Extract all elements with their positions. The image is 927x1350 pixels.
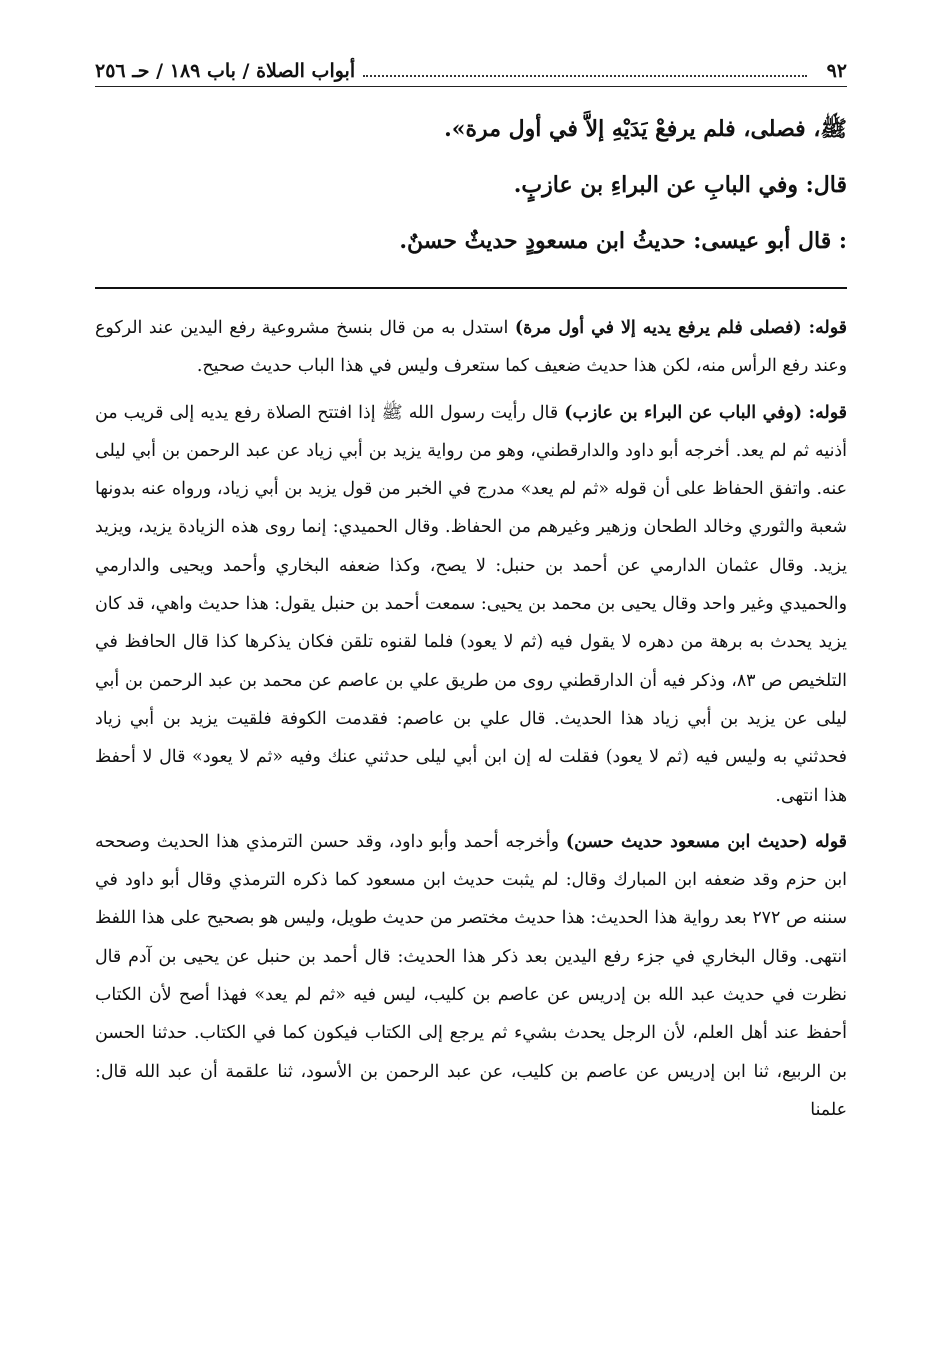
running-title: أبواب الصلاة / باب ١٨٩ / حـ ٢٥٦ [95,60,356,82]
separator-rule [95,287,847,289]
commentary-paragraph [95,823,847,1129]
running-header [95,60,847,87]
hadith-line: قال: وفي البابِ عن البراءِ بن عازبٍ. [513,172,847,198]
commentary-lead: قوله (حديث ابن مسعود حديث حسن) [565,831,847,852]
commentary-body: استدل به من قال بنسخ مشروعية رفع اليدين عند الركوع وعند رفع الرأس منه، لكن هذا حديث ضعيف كما ستعرف وليس في هذا الباب حديث صحيح. [95,318,847,377]
commentary-lead: قوله: (فصلى فلم يرفع يديه إلا في أول مرة) [514,318,847,338]
hadith-line: : قال أبو عيسى: حديثُ ابن مسعودٍ حديثٌ حسنٌ. [399,228,847,254]
commentary-lead: قوله: (وفي الباب عن البراء بن عازب) [564,402,847,423]
commentary-paragraph [95,394,847,815]
page-number: ٩٢ [826,60,847,82]
commentary-body: قال رأيت رسول الله ﷺ إذا افتتح الصلاة رفع يديه إلى قريب من أذنيه ثم لم يعد. أخرجه أبو داود والدارقطني، وهو من رواية يزيد بن أبي زياد عن عبد الرحمن بن أبي ليلى عنه. واتفق الحفاظ على أن قوله «ثم لم يعد» مدرج في الخبر من قول يزيد بن أبي زياد، ورواه عنه بدونها شعبة والثوري وخالد الطحان وزهير وغيرهم من الحفاظ. وقال الحميدي: إنما روى هذه الزيادة يزيد، ويزيد يزيد. وقال عثمان الدارمي عن أحمد بن حنبل: لا يصح، وكذا ضعفه البخاري وأحمد ويحيى والدارمي والحميدي وغير واحد وقال يحيى بن محمد بن يحيى: سمعت أحمد بن حنبل يقول: هذا حديث واهي، قد كان يزيد يحدث به برهة من دهره لا يقول فيه (ثم لا يعود) فلما لقنوه تلقن فكان يذكرها كذا قال الحافظ في التلخيص ص ٨٣، وذكر فيه أن الدارقطني روى من طريق علي بن عاصم عن محمد بن عبد الرحمن بن أبي ليلى عن يزيد بن أبي زياد هذا الحديث. قال علي بن عاصم: فقدمت الكوفة فلقيت يزيد بن أبي زياد فحدثني به وليس فيه (ثم لا يعود) فقلت له إن ابن أبي ليلى حدثني عنك وفيه «ثم لا يعود» قال لا أحفظ هذا انتهى. [95,402,847,806]
commentary-paragraph [95,309,847,386]
hadith-line: ﷺ، فصلى، فلم يرفعْ يَدَيْهِ إلاَّ في أول مرة». [444,116,847,142]
commentary [95,309,847,1129]
leader-dots [363,75,806,77]
commentary-body: وأخرجه أحمد وأبو داود، وقد حسن الترمذي هذا الحديث وصححه ابن حزم وقد ضعفه ابن المبارك وقال: لم يثبت حديث ابن مسعود كما ذكره الترمذي وقال أبو داود في سننه ص ٢٧٢ بعد رواية هذا الحديث: هذا حديث مختصر من حديث طويل، وليس هو بصحيح على هذا اللفظ انتهى. وقال البخاري في جزء رفع اليدين بعد ذكر هذا الحديث: قال أحمد بن حنبل عن يحيى بن آدم قال نظرت في حديث عبد الله بن إدريس عن عاصم بن كليب، ليس فيه «ثم لم يعد» فهذا أصح لأن الكتاب أحفظ عند أهل العلم، لأن الرجل يحدث بشيء ثم يرجع إلى الكتاب فيكون كما في الكتاب. حدثنا الحسن بن الربيع، ثنا ابن إدريس عن عاصم بن كليب، عن عبد الرحمن بن الأسود، ثنا علقمة أن عبد الله قال: علمنا [95,831,847,1120]
hadith-text [95,101,847,269]
